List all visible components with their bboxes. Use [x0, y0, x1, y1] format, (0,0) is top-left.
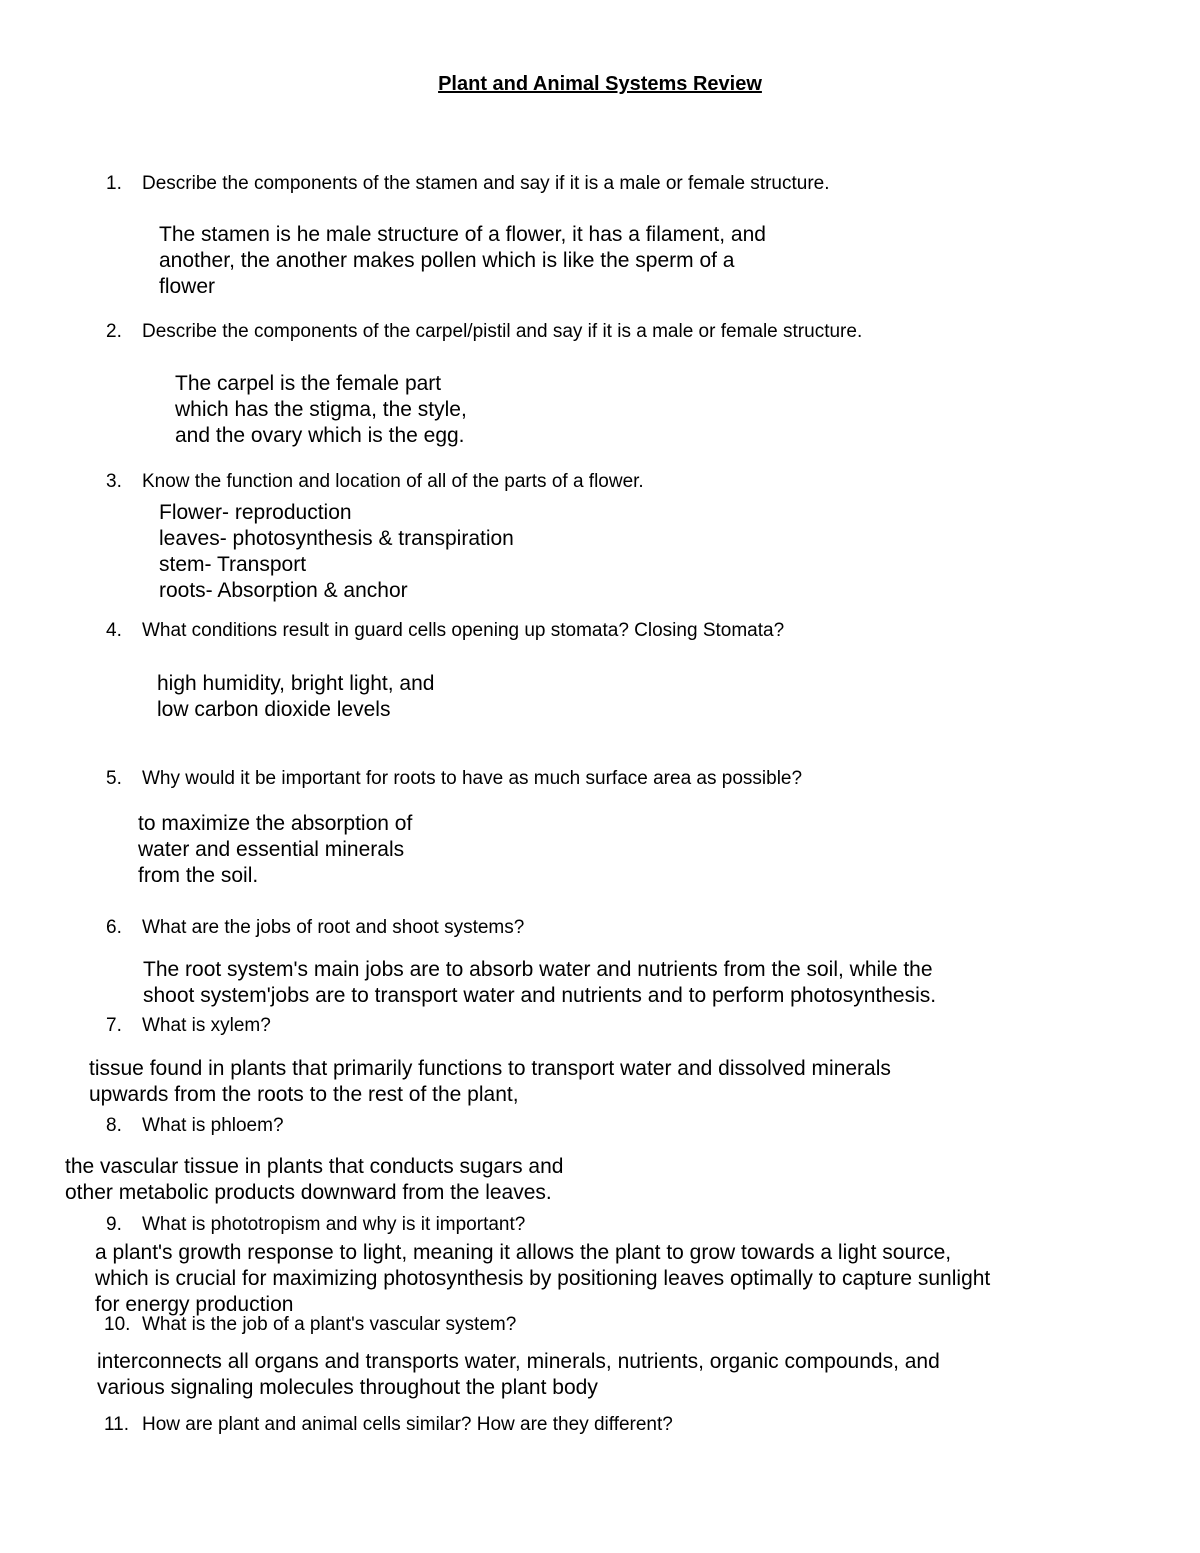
answer-line: for energy production [95, 1293, 294, 1316]
answer-4 [157, 671, 434, 723]
answer-line: The root system's main jobs are to absorb water and nutrients from the soil, while the [143, 958, 933, 981]
answer-line: stem- Transport [159, 553, 307, 576]
answer-line: low carbon dioxide levels [157, 698, 391, 721]
answer-line: another, the another makes pollen which is like the sperm of a [159, 249, 735, 272]
answer-5 [138, 811, 412, 889]
answer-8 [65, 1154, 563, 1206]
question-7 [106, 1014, 271, 1038]
question-number: 7. [106, 1015, 122, 1036]
question-10 [104, 1313, 517, 1337]
question-number: 8. [106, 1115, 122, 1136]
question-text: Describe the components of the carpel/pistil and say if it is a male or female structure. [142, 321, 863, 342]
answer-line: various signaling molecules throughout the plant body [97, 1376, 598, 1399]
answer-line: which has the stigma, the style, [175, 398, 467, 421]
question-3 [106, 470, 644, 494]
answer-line: other metabolic products downward from the leaves. [65, 1181, 552, 1204]
answer-line: flower [159, 275, 216, 298]
question-text: What is phototropism and why is it important? [142, 1214, 526, 1235]
answer-line: a plant's growth response to light, meaning it allows the plant to grow towards a light source, [95, 1241, 952, 1264]
question-text: Know the function and location of all of the parts of a flower. [142, 471, 644, 492]
question-number: 10. [104, 1314, 131, 1335]
question-text: What is phloem? [142, 1115, 284, 1136]
question-text: Why would it be important for roots to have as much surface area as possible? [142, 768, 803, 789]
answer-line: upwards from the roots to the rest of the plant, [89, 1083, 519, 1106]
answer-line: tissue found in plants that primarily functions to transport water and dissolved minerals [89, 1057, 891, 1080]
answer-line: interconnects all organs and transports water, minerals, nutrients, organic compounds, and [97, 1350, 940, 1373]
answer-line: from the soil. [138, 864, 259, 887]
answer-line: roots- Absorption & anchor [159, 579, 408, 602]
question-9 [106, 1213, 526, 1237]
question-11 [104, 1413, 673, 1437]
answer-line: high humidity, bright light, and [157, 672, 435, 695]
answer-10 [97, 1349, 940, 1401]
answer-9 [95, 1240, 990, 1318]
question-number: 5. [106, 768, 122, 789]
question-text: How are plant and animal cells similar? How are they different? [142, 1414, 673, 1435]
answer-line: shoot system'jobs are to transport water and nutrients and to perform photosynthesis. [143, 984, 937, 1007]
answer-line: to maximize the absorption of [138, 812, 413, 835]
question-5 [106, 767, 803, 791]
answer-7 [89, 1056, 891, 1108]
question-number: 11. [104, 1414, 130, 1435]
question-text: What conditions result in guard cells opening up stomata? Closing Stomata? [142, 620, 785, 641]
question-number: 9. [106, 1214, 122, 1235]
answer-line: water and essential minerals [138, 838, 405, 861]
answer-line: The carpel is the female part [175, 372, 442, 395]
answer-line: and the ovary which is the egg. [175, 424, 465, 447]
question-8 [106, 1114, 284, 1138]
answer-3 [159, 500, 514, 604]
answer-line: The stamen is he male structure of a flower, it has a filament, and [159, 223, 766, 246]
answer-line: which is crucial for maximizing photosynthesis by positioning leaves optimally to capture sunlight [95, 1267, 991, 1290]
answer-line: leaves- photosynthesis & transpiration [159, 527, 514, 550]
question-text: What is xylem? [142, 1015, 271, 1036]
question-4 [106, 619, 785, 643]
answer-line: Flower- reproduction [159, 501, 352, 524]
question-2 [106, 320, 863, 344]
question-text: What are the jobs of root and shoot systems? [142, 917, 525, 938]
question-1 [106, 172, 830, 196]
page-title: Plant and Animal Systems Review [438, 73, 762, 95]
question-6 [106, 916, 525, 940]
answer-line: the vascular tissue in plants that conducts sugars and [65, 1155, 564, 1178]
question-text: Describe the components of the stamen and say if it is a male or female structure. [142, 173, 830, 194]
question-number: 3. [106, 471, 122, 492]
answer-6 [143, 957, 936, 1009]
answer-2 [175, 371, 467, 449]
question-number: 1. [106, 173, 122, 194]
answer-1 [159, 222, 766, 300]
question-number: 4. [106, 620, 122, 641]
question-number: 6. [106, 917, 122, 938]
question-number: 2. [106, 321, 122, 342]
question-text: What is the job of a plant's vascular system? [142, 1314, 517, 1335]
